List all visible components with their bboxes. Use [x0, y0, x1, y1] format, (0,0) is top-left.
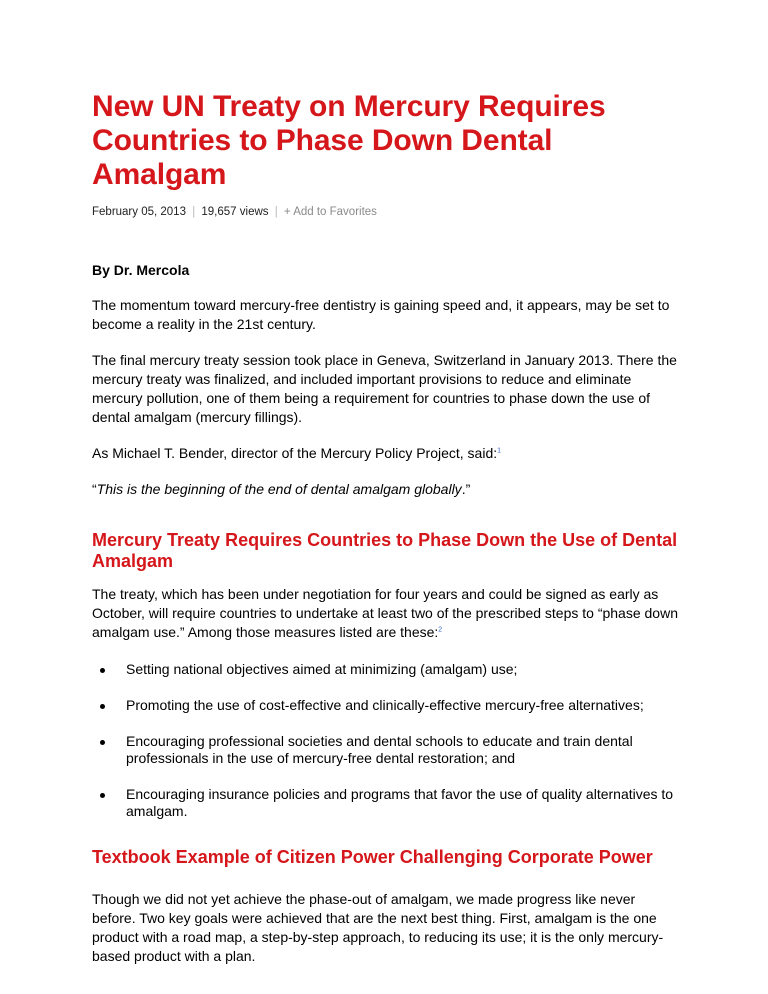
list-item: Encouraging insurance policies and programs that favor the use of quality alternatives to amalgam. [92, 786, 682, 820]
bender-text: As Michael T. Bender, director of the Mercury Policy Project, said: [92, 445, 498, 461]
list-item: Encouraging professional societies and dental schools to educate and train dental professionals in the use of mercury-free dental restoration; and [92, 733, 682, 767]
add-to-favorites-link[interactable]: + Add to Favorites [283, 206, 377, 218]
title-line-1: New UN Treaty on Mercury Requires [92, 90, 606, 123]
meta-separator: | [274, 206, 278, 218]
list-item: Setting national objectives aimed at minimizing (amalgam) use; [92, 661, 682, 678]
quote-close: .” [461, 481, 471, 497]
paragraph-negotiation [92, 585, 682, 642]
paragraph-intro: The momentum toward mercury-free dentistry is gaining speed and, it appears, may be set to become a reality in the 21st century. [92, 297, 670, 332]
paragraph-progress: Though we did not yet achieve the phase-out of amalgam, we made progress like never before. Two key goals were achieved that are the next best thing. First, amalgam is the one product with a road map, a step-by-step approach, to reducing its use; it is the only mercury-based product with a plan. [92, 891, 664, 964]
list-item: Promoting the use of cost-effective and clinically-effective mercury-free alternatives; [92, 697, 682, 714]
negotiation-text: The treaty, which has been under negotiation for four years and could be signed as early as October, will require countries to undertake at least two of the prescribed steps to “phase down amalgam use.” Among those measures listed are these: [92, 586, 678, 640]
meta-separator: | [192, 206, 196, 218]
view-count: 19,657 views [201, 206, 269, 218]
title-line-2: Countries to Phase Down Dental Amalgam [92, 124, 553, 191]
article-title [92, 90, 682, 192]
footnote-link-1[interactable]: 1 [497, 447, 502, 455]
article-meta [92, 205, 682, 220]
measures-list [92, 661, 682, 820]
footnote-link-2[interactable]: 2 [438, 626, 443, 634]
quote-open: “ [92, 481, 97, 497]
quote-text: This is the beginning of the end of dental amalgam globally [96, 481, 462, 497]
bender-quote [92, 480, 682, 499]
byline: By Dr. Mercola [92, 262, 190, 278]
section-heading-citizen-power: Textbook Example of Citizen Power Challenging Corporate Power [92, 847, 653, 867]
publish-date: February 05, 2013 [92, 206, 186, 218]
article [92, 90, 682, 966]
paragraph-bender [92, 444, 682, 463]
paragraph-treaty-session: The final mercury treaty session took place in Geneva, Switzerland in January 2013. There the mercury treaty was finalized, and included important provisions to reduce and eliminate mercury pollution, one of them being a requirement for countries to phase down the use of dental amalgam (mercury fillings). [92, 352, 677, 425]
section-heading-treaty: Mercury Treaty Requires Countries to Phase Down the Use of Dental Amalgam [92, 530, 678, 571]
